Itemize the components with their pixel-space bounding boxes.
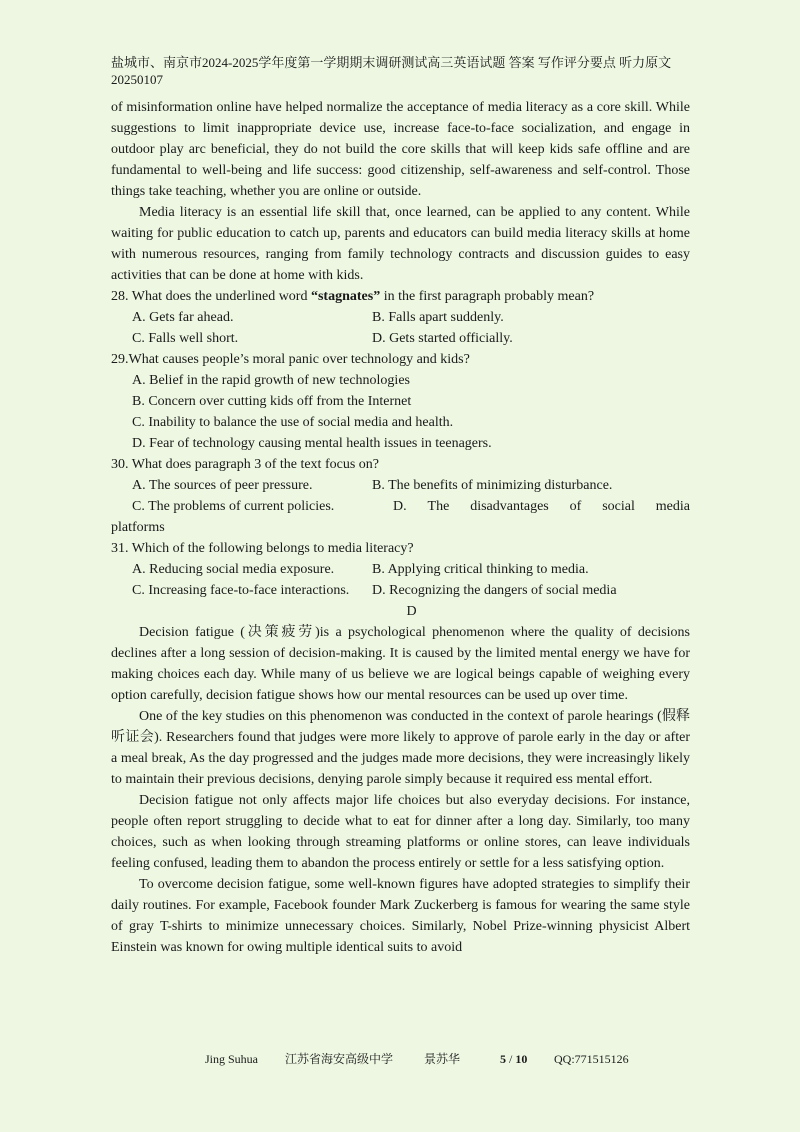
q30-d-word: social bbox=[602, 499, 635, 514]
q31-options-row2 bbox=[111, 580, 690, 601]
q28-word: “stagnates” bbox=[310, 289, 381, 304]
q30-d-word: disadvantages bbox=[470, 499, 549, 514]
section-heading bbox=[111, 601, 690, 622]
paragraph-media-literacy: Media literacy is an essential life skill that, once learned, can be applied to any content. While waiting for public education to catch up, parents and educators can build media literacy skills at home with numerous resources, ranging from family technology contracts and discussion guides to easy activities that can be done at home with kids. bbox=[111, 205, 690, 283]
footer-page-current: 5 bbox=[500, 1052, 506, 1066]
page-header bbox=[111, 54, 691, 88]
footer-qq: QQ:771515126 bbox=[554, 1052, 629, 1066]
footer-page-sep: / bbox=[506, 1052, 516, 1066]
q28-stem-before: 28. What does the underlined word bbox=[111, 289, 311, 304]
header-title: 盐城市、南京市2024-2025学年度第一学期期末调研测试高三英语试题 答案 写作评分要点 听力原文 bbox=[111, 55, 672, 70]
q30-option-b: B. The benefits of minimizing disturbance. bbox=[372, 478, 613, 493]
q28-option-b: B. Falls apart suddenly. bbox=[372, 310, 504, 325]
section-letter: D bbox=[406, 604, 417, 619]
q29-option-d: D. Fear of technology causing mental health issues in teenagers. bbox=[132, 436, 492, 451]
footer-page-number bbox=[500, 1051, 527, 1067]
paragraph-d1: Decision fatigue (决策疲劳)is a psychological phenomenon where the quality of decisions declines after a long session of decision-making. It is caused by the limited mental energy we have for making choices each day. While many of us believe we are logical beings capable of weighing every option carefully, decision fatigue shows how our mental resources can be used up over time. bbox=[111, 625, 690, 703]
q31-option-a: A. Reducing social media exposure. bbox=[132, 562, 335, 577]
question-29: 29.What causes people’s moral panic over technology and kids? bbox=[111, 352, 470, 367]
q29-option-c: C. Inability to balance the use of social media and health. bbox=[132, 415, 454, 430]
paragraph-d4: To overcome decision fatigue, some well-known figures have adopted strategies to simplify their daily routines. For example, Facebook founder Mark Zuckerberg is famous for wearing the same style of gray T-shirts to minimize unnecessary choices. Similarly, Nobel Prize-winning physicist Albert Einstein was known for owing multiple identical suits to avoid bbox=[111, 877, 690, 955]
question-31: 31. Which of the following belongs to media literacy? bbox=[111, 541, 414, 556]
q28-option-a: A. Gets far ahead. bbox=[132, 310, 234, 325]
footer-page-total: 10 bbox=[515, 1052, 528, 1066]
q30-option-d-wrap: platforms bbox=[111, 520, 165, 535]
q29-option-b: B. Concern over cutting kids off from the Internet bbox=[132, 394, 412, 409]
q31-option-d: D. Recognizing the dangers of social media bbox=[372, 583, 617, 598]
q30-d-word: D. bbox=[393, 499, 407, 514]
q28-options-row2 bbox=[111, 328, 690, 349]
q29-option-a: A. Belief in the rapid growth of new technologies bbox=[132, 373, 410, 388]
q28-option-d: D. Gets started officially. bbox=[372, 331, 513, 346]
q31-options-row1 bbox=[111, 559, 690, 580]
q28-option-c: C. Falls well short. bbox=[132, 331, 239, 346]
footer-school: 江苏省海安高级中学 bbox=[285, 1052, 394, 1066]
footer-author: Jing Suhua bbox=[205, 1052, 259, 1066]
footer-name-cn: 景苏华 bbox=[424, 1052, 461, 1066]
q30-option-c: C. The problems of current policies. bbox=[132, 499, 335, 514]
q30-d-word: of bbox=[569, 499, 582, 514]
q31-option-b: B. Applying critical thinking to media. bbox=[372, 562, 589, 577]
paragraph-continued: of misinformation online have helped normalize the acceptance of media literacy as a core skill. While suggestions to limit inappropriate device use, increase face-to-face socialization, and engage in outdoor play arc beneficial, they do not build the core skills that will keep kids safe offline and are fundamental to well-being and life success: good citizenship, self-awareness and self-control. Those things take teaching, whether you are online or outside. bbox=[111, 100, 690, 199]
q30-d-word: The bbox=[427, 499, 450, 514]
q30-options-row2 bbox=[111, 496, 690, 517]
q30-option-a: A. The sources of peer pressure. bbox=[132, 478, 313, 493]
page-content bbox=[111, 97, 690, 958]
q28-stem-after: in the first paragraph probably mean? bbox=[380, 289, 595, 304]
paragraph-d2: One of the key studies on this phenomenon was conducted in the context of parole hearings (假释听证会). Researchers found that judges were more likely to approve of parole early in the day or after a meal break, As the day progressed and the judges made more decisions, they were increasingly likely to maintain their previous decisions, denying parole simply because it required ess mental effort. bbox=[111, 709, 690, 787]
question-28 bbox=[111, 286, 690, 307]
question-30: 30. What does paragraph 3 of the text focus on? bbox=[111, 457, 379, 472]
paragraph-d3: Decision fatigue not only affects major life choices but also everyday decisions. For instance, people often report struggling to decide what to eat for dinner after a long day. Similarly, too many choices, such as when looking through streaming platforms or online stores, can leave individuals feeling confused, leading them to abandon the process entirely or settle for a less satisfying option. bbox=[111, 793, 690, 871]
q28-options-row1 bbox=[111, 307, 690, 328]
q31-option-c: C. Increasing face-to-face interactions. bbox=[132, 583, 350, 598]
header-date: 20250107 bbox=[111, 72, 163, 87]
q30-option-d bbox=[393, 496, 690, 517]
q30-d-word: media bbox=[655, 499, 690, 514]
q30-options-row1 bbox=[111, 475, 690, 496]
